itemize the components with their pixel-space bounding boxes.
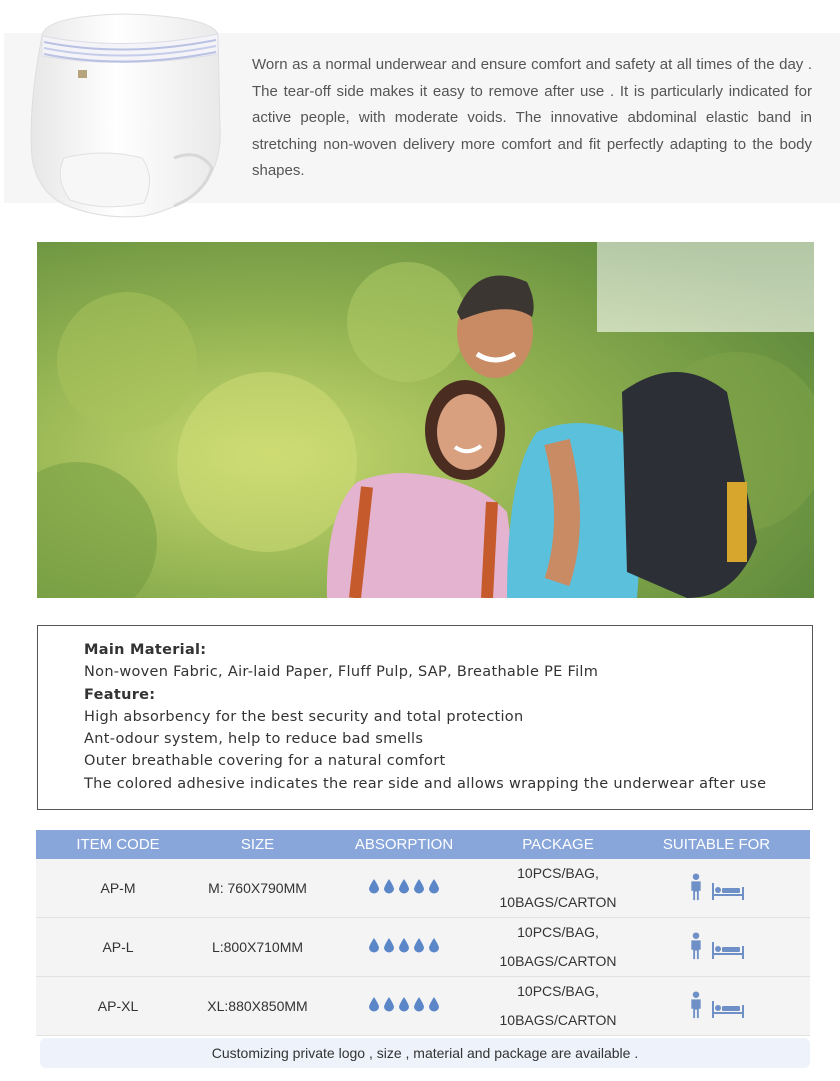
water-drop-icon bbox=[383, 996, 395, 1013]
package-cell bbox=[493, 859, 623, 917]
main-material-heading: Main Material: bbox=[84, 642, 207, 658]
water-drop-icon bbox=[413, 996, 425, 1013]
absorption-drops bbox=[368, 937, 440, 954]
item-code-cell: AP-XL bbox=[97, 998, 139, 1014]
water-drop-icon bbox=[413, 878, 425, 895]
water-drop-icon bbox=[368, 878, 380, 895]
absorption-drops bbox=[368, 996, 440, 1013]
table-row bbox=[36, 859, 810, 918]
water-drop-icon bbox=[428, 996, 440, 1013]
table-row bbox=[36, 918, 810, 977]
item-code-cell: AP-M bbox=[100, 880, 136, 896]
suitable-cell bbox=[623, 991, 810, 1022]
header-suitable-for: SUITABLE FOR bbox=[662, 836, 771, 853]
couple-hiking-photo bbox=[37, 242, 814, 598]
water-drop-icon bbox=[383, 878, 395, 895]
package-line: 10BAGS/CARTON bbox=[499, 894, 617, 910]
feature-item: The colored adhesive indicates the rear side and allows wrapping the underwear after use bbox=[84, 775, 767, 792]
water-drop-icon bbox=[398, 878, 410, 895]
feature-item: Outer breathable covering for a natural comfort bbox=[84, 753, 446, 770]
specification-box bbox=[37, 625, 813, 810]
water-drop-icon bbox=[368, 937, 380, 954]
suitable-cell bbox=[623, 932, 810, 963]
table-row bbox=[36, 977, 810, 1036]
package-line: 10BAGS/CARTON bbox=[499, 953, 617, 969]
feature-heading: Feature: bbox=[84, 686, 156, 703]
header-package: PACKAGE bbox=[522, 836, 594, 853]
package-line: 10PCS/BAG, bbox=[517, 983, 599, 999]
lying-bed-icon bbox=[711, 940, 745, 960]
standing-person-icon bbox=[689, 873, 703, 901]
water-drop-icon bbox=[413, 937, 425, 954]
product-image bbox=[24, 8, 228, 222]
lying-bed-icon bbox=[711, 881, 745, 901]
package-line: 10BAGS/CARTON bbox=[499, 1012, 617, 1028]
product-table bbox=[36, 830, 810, 1036]
size-cell: XL:880X850MM bbox=[207, 998, 308, 1014]
standing-person-icon bbox=[689, 932, 703, 960]
item-code-cell: AP-L bbox=[102, 939, 134, 955]
customization-note: Customizing private logo , size , material and package are available . bbox=[40, 1038, 810, 1068]
header-absorption: ABSORPTION bbox=[354, 836, 454, 853]
feature-item: High absorbency for the best security and total protection bbox=[84, 708, 524, 725]
absorption-cell bbox=[315, 878, 493, 898]
standing-person-icon bbox=[689, 991, 703, 1019]
header-size: SIZE bbox=[240, 836, 275, 853]
product-description: Worn as a normal underwear and ensure comfort and safety at all times of the day . The tear-off side makes it easy to remove after use . It is particularly indicated for active people, with moderate voids. The innovative abdominal elastic band in stretching non-woven delivery more comfort and fit perfectly adapting to the body shapes. bbox=[252, 56, 812, 179]
size-cell: L:800X710MM bbox=[211, 939, 304, 955]
package-cell bbox=[493, 977, 623, 1035]
water-drop-icon bbox=[368, 996, 380, 1013]
feature-item: Ant-odour system, help to reduce bad smells bbox=[84, 731, 424, 748]
main-material-text: Non-woven Fabric, Air-laid Paper, Fluff Pulp, SAP, Breathable PE Film bbox=[84, 664, 599, 681]
water-drop-icon bbox=[398, 996, 410, 1013]
absorption-cell bbox=[315, 996, 493, 1016]
suitable-icons bbox=[689, 991, 745, 1019]
absorption-drops bbox=[368, 878, 440, 895]
lying-bed-icon bbox=[711, 999, 745, 1019]
package-line: 10PCS/BAG, bbox=[517, 865, 599, 881]
water-drop-icon bbox=[398, 937, 410, 954]
suitable-cell bbox=[623, 873, 810, 904]
table-header bbox=[36, 830, 810, 859]
size-cell: M: 760X790MM bbox=[208, 880, 307, 896]
package-cell bbox=[493, 918, 623, 976]
water-drop-icon bbox=[428, 878, 440, 895]
suitable-icons bbox=[689, 873, 745, 901]
header-item-code: ITEM CODE bbox=[76, 836, 160, 853]
specification-text bbox=[84, 639, 766, 795]
water-drop-icon bbox=[428, 937, 440, 954]
package-line: 10PCS/BAG, bbox=[517, 924, 599, 940]
absorption-cell bbox=[315, 937, 493, 957]
water-drop-icon bbox=[383, 937, 395, 954]
suitable-icons bbox=[689, 932, 745, 960]
